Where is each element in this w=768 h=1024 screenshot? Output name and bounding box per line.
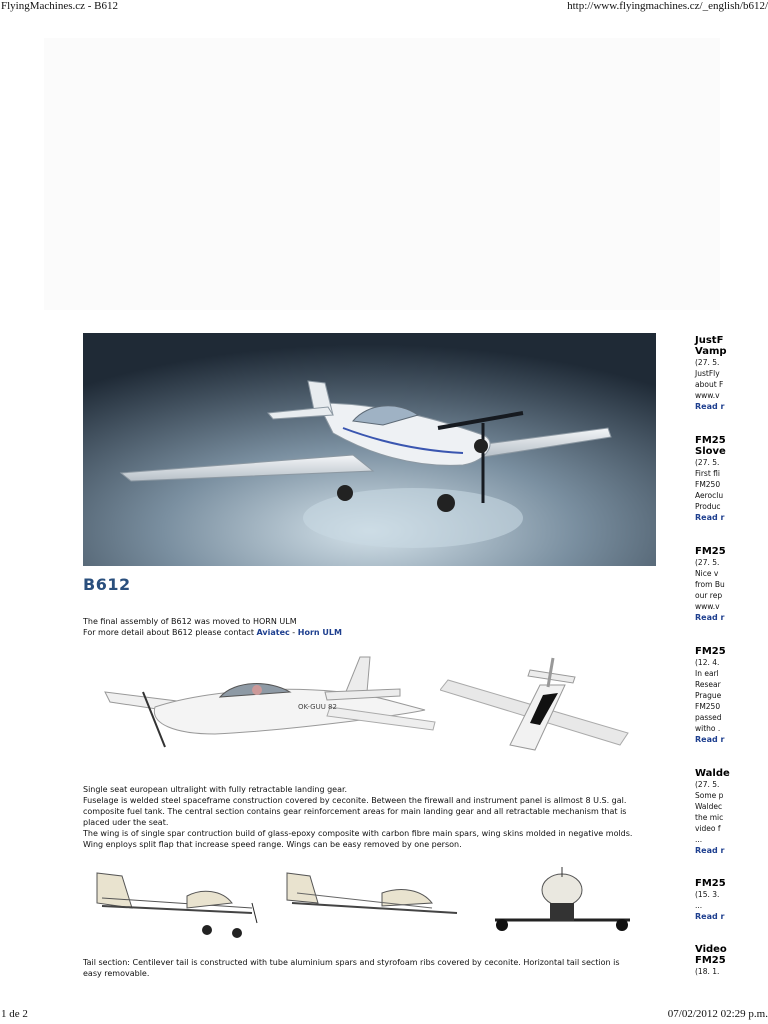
news-text: about F <box>695 380 724 389</box>
read-more-link[interactable]: Read r <box>695 846 725 855</box>
news-text: www.v <box>695 602 720 611</box>
print-page-url: http://www.flyingmachines.cz/_english/b612/ <box>567 0 768 12</box>
news-text: (12. 4. <box>695 658 720 667</box>
read-more-link[interactable]: Read r <box>695 735 725 744</box>
news-text: from Bu <box>695 580 725 589</box>
news-item[interactable] <box>695 768 768 857</box>
page-title: B612 <box>83 575 131 594</box>
news-text: Resear <box>695 680 721 689</box>
desc-line: Wing enploys split flap that increase speed range. Wings can be easy removed by one person. <box>83 840 462 849</box>
news-item[interactable] <box>695 435 768 524</box>
horn-ulm-link[interactable]: Horn ULM <box>297 628 342 637</box>
news-text: First fli <box>695 469 720 478</box>
print-header <box>0 0 768 14</box>
news-text: ... <box>695 901 703 910</box>
b612-render-image <box>83 333 656 566</box>
desc-line: Single seat european ultralight with fully retractable landing gear. <box>83 785 348 794</box>
news-sidebar <box>688 333 768 983</box>
b612-side-view-photo <box>95 652 440 752</box>
news-title[interactable]: FM25 Slove <box>695 435 726 457</box>
news-text: JustFly <box>695 369 720 378</box>
desc-line: composite fuel tank. The central section contains gear reinforcement areas for main landing gear and all retractable mechanism that is <box>83 807 627 816</box>
frame-photo-1 <box>92 868 272 943</box>
print-page-title: FlyingMachines.cz - B612 <box>1 0 119 12</box>
read-more-link[interactable]: Read r <box>695 402 725 411</box>
read-more-link[interactable]: Read r <box>695 613 725 622</box>
news-text: (27. 5. <box>695 780 720 789</box>
link-separator: - <box>289 628 298 637</box>
desc-line: placed uder the seat. <box>83 818 169 827</box>
news-item[interactable] <box>695 335 768 413</box>
read-more-link[interactable]: Read r <box>695 513 725 522</box>
tail-line: easy removable. <box>83 969 150 978</box>
news-title[interactable]: FM25 <box>695 646 726 657</box>
aircraft-registration: OK-GUU 82 <box>298 703 337 711</box>
frame-photo-3 <box>490 865 635 937</box>
news-text: FM250 <box>695 702 721 711</box>
frame-photo-2 <box>282 868 467 928</box>
news-text: the mic <box>695 813 724 822</box>
hero-image <box>83 333 656 566</box>
news-text: Produc <box>695 502 721 511</box>
desc-line: The wing is of single spar contruction build of glass-epoxy composite with carbon fibre main spars, wing skins molded in negative molds. <box>83 829 633 838</box>
read-more-link[interactable]: Read r <box>695 912 725 921</box>
intro-paragraph <box>83 616 342 638</box>
intro-prefix: For more detail about B612 please contact <box>83 628 257 637</box>
tail-line: Tail section: Centilever tail is constructed with tube aluminium spars and styrofoam ribs covered by ceconite. Horizontal tail section is <box>83 958 620 967</box>
news-text: www.v <box>695 391 720 400</box>
news-text: Aeroclu <box>695 491 724 500</box>
news-title[interactable]: JustF Vamp <box>695 335 727 357</box>
news-text: Nice v <box>695 569 719 578</box>
news-title[interactable]: Walde <box>695 768 730 779</box>
desc-line: Fuselage is welded steel spaceframe construction covered by ceconite. Between the firewall and instrument panel is allmost 8 U.S. gal. <box>83 796 627 805</box>
news-text: (27. 5. <box>695 358 720 367</box>
news-text: video f <box>695 824 721 833</box>
intro-line-1: The final assembly of B612 was moved to HORN ULM <box>83 617 297 626</box>
news-text: witho . <box>695 724 721 733</box>
print-footer <box>0 1008 768 1024</box>
news-title[interactable]: FM25 <box>695 546 726 557</box>
b612-top-view-render <box>440 655 635 755</box>
news-text: passed <box>695 713 722 722</box>
news-text: (27. 5. <box>695 458 720 467</box>
news-item[interactable] <box>695 646 768 746</box>
news-text: Some p <box>695 791 724 800</box>
aviatec-link[interactable]: Aviatec <box>256 628 290 637</box>
news-item[interactable] <box>695 546 768 624</box>
tail-section-paragraph <box>83 957 620 979</box>
intro-line-2 <box>83 627 342 638</box>
print-datetime: 07/02/2012 02:29 p.m. <box>667 1008 768 1020</box>
news-text: (18. 1. <box>695 967 720 976</box>
news-text: (15. 3. <box>695 890 720 899</box>
news-text: Waldec <box>695 802 723 811</box>
news-text: (27. 5. <box>695 558 720 567</box>
news-title[interactable]: FM25 <box>695 878 726 889</box>
description-paragraph <box>83 784 632 850</box>
news-text: ... <box>695 835 703 844</box>
news-text: our rep <box>695 591 723 600</box>
news-text: FM250 <box>695 480 721 489</box>
news-title[interactable]: Video FM25 <box>695 944 727 966</box>
ad-banner-area <box>44 38 720 310</box>
news-text: In earl <box>695 669 719 678</box>
page-number: 1 de 2 <box>1 1008 28 1020</box>
news-item[interactable] <box>695 878 768 923</box>
news-item[interactable] <box>695 944 768 977</box>
news-text: Prague <box>695 691 722 700</box>
